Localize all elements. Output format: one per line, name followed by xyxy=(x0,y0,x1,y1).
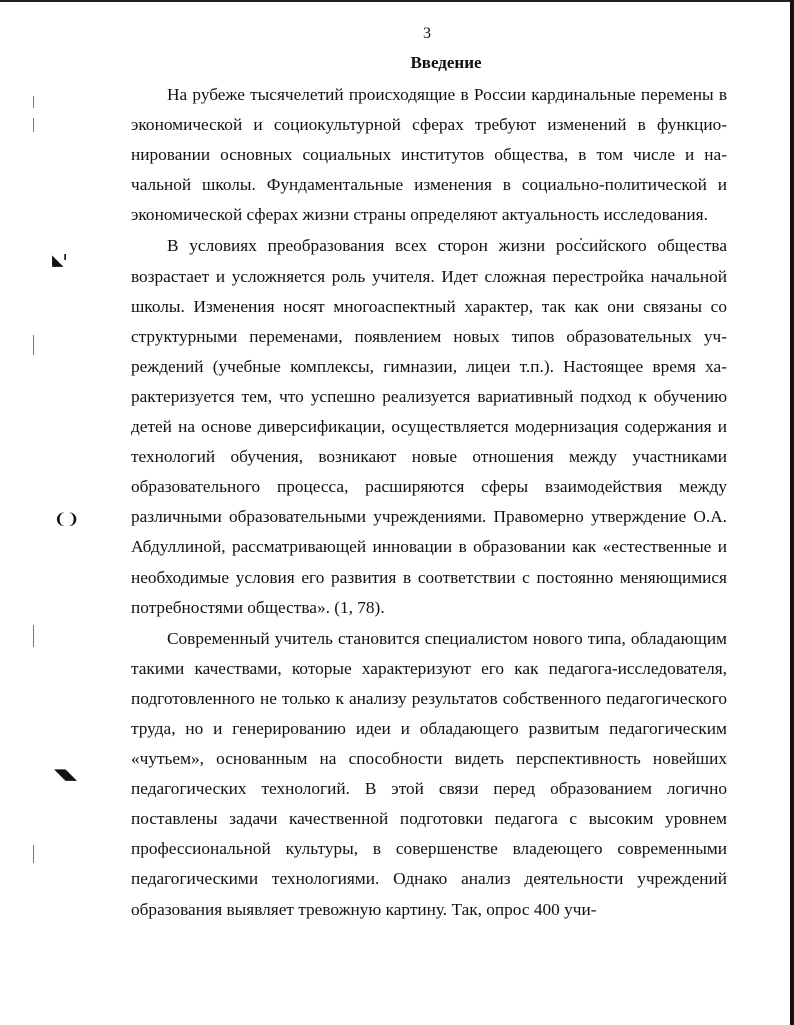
punch-hole-artifact: ◣ˡ xyxy=(52,251,67,269)
margin-mark xyxy=(33,625,34,647)
punch-hole-artifact: ◥◣ xyxy=(54,765,78,783)
paragraph-2: В условиях преобразования всех сторон жизни российского общества возрастает и усложняется роль учителя. Идет сложная перестройка начальной школы. Изменения носят многоаспектный характер, так как они связаны со структурными переменами, появлением новых типов образовательных учреждений (учебные комплексы, гимназии, лицеи т.п.). Настоящее время характеризуется тем, что успешно реализуется вариативный подход к обучению детей на основе диверсификации, осуществляется модернизация содержания и технологий обучения, возникают новые отношения между участниками образовательного процесса, расширяются сферы взаимодействия между различными образовательными учреждениями. Правомерно утверждение О.А. Абдуллиной, рассматривающей инновации в образовании как «естественные и необходимые условия его развития в соответствии с постоянно меняющимися потребностями общества». (1, 78). xyxy=(131,236,727,617)
body-text xyxy=(131,80,727,926)
page-number: 3 xyxy=(423,25,431,42)
margin-mark xyxy=(33,96,34,108)
paragraph-1: На рубеже тысячелетий происходящие в России кардинальные перемены в экономической и социокультурной сферах требуют изменений в функционировании основных социальных институтов общества, в том числе и начальной школы. Фундаментальные изменения в социально-политической и экономической сферах жизни страны определяют актуальность исследования. xyxy=(131,85,727,225)
paragraph-3: Современный учитель становится специалистом нового типа, обладающим такими качествами, которые характеризуют его как педагога-исследователя, подготовленного не только к анализу результатов собственного педагогического труда, но и генерированию идеи и обладающего развитым педагогическим «чутьем», основанным на способности видеть перспективность новейших педагогических технологий. В этой связи перед образованием логично поставлены задачи качественной подготовки педагога с высоким уровнем профессиональной культуры, в совершенстве владеющего современными педагогическими технологиями. Однако анализ деятельности учреждений образования выявляет тревожную картину. Так, опрос 400 учи- xyxy=(131,628,727,919)
punch-hole-artifact: ❨❩ xyxy=(54,510,80,528)
scan-top-edge xyxy=(0,0,794,2)
margin-mark xyxy=(33,845,34,863)
margin-mark xyxy=(33,335,34,355)
margin-mark xyxy=(33,118,34,132)
scan-right-edge xyxy=(790,0,794,1025)
section-heading: Введение xyxy=(410,53,482,72)
